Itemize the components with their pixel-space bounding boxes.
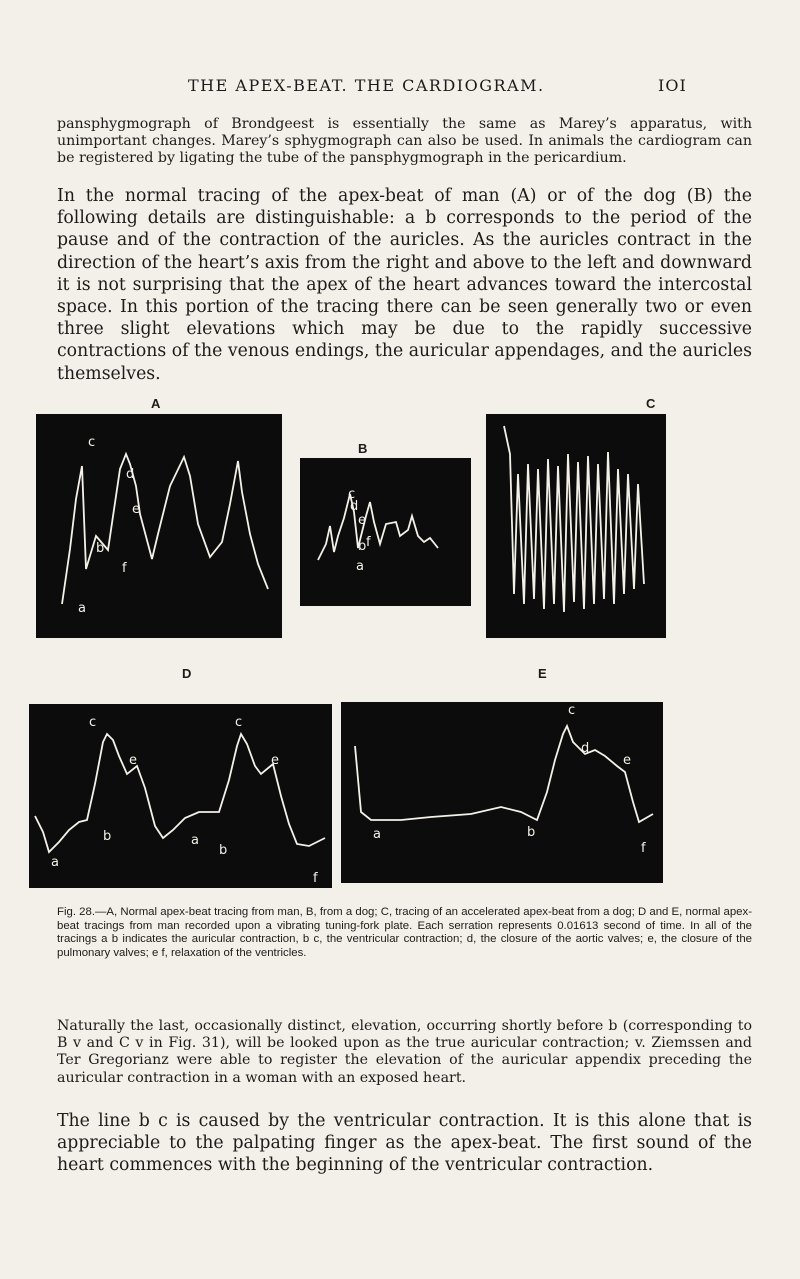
panel-a-mark-e: e [132,502,140,517]
panel-b-mark-c: c [348,487,356,502]
panel-a-svg [36,414,282,638]
panel-e-mark-e: e [623,753,631,768]
panel-b-trace [318,494,438,560]
paragraph-1: pansphygmograph of Brondgeest is essentially the same as Marey’s apparatus, with unimportant changes. Marey’s sphygmograph can also be used. In animals the cardiogram can be registered by ligating the tube of the pansphygmograph in the pericardium. [57,116,752,167]
panel-e-mark-b: b [527,825,536,840]
running-header [0,76,800,100]
panel-d-mark-a1: a [51,855,59,870]
paragraph-2: In the normal tracing of the apex-beat of man (A) or of the dog (B) the following details are distinguishable: a b corresponds to the period of the pause and of the contraction of the auricles. As the auricles contract in the direction of the heart’s axis from the right and above to the left and downward it is not surprising that the apex of the heart advances toward the intercostal space. In this portion of the tracing there can be seen generally two or even three slight elevations which may be due to the rapidly successive contractions of the venous endings, the auricular appendages, and the auricles themselves. [57,186,752,384]
figure-caption: Fig. 28.—A, Normal apex-beat tracing from man, B, from a dog; C, tracing of an accelerated apex-beat from a dog; D and E, normal apex-beat tracings from man recorded upon a vibrating tuning-fork plate. Each serration represents 0.01613 second of time. In all of the tracings a b indicates the auricular contraction, b c, the ventricular contraction; d, the closure of the aortic valves; e, the closure of the pulmonary valves; e f, relaxation of the ventricles. [57,906,752,960]
panel-d-mark-c1: c [89,715,97,730]
panel-e-mark-f: f [641,841,646,856]
panel-e-tracing [341,702,663,883]
panel-label-e: E [538,666,547,681]
panel-d-mark-c2: c [235,715,243,730]
paragraph-4: The line b c is caused by the ventricular contraction. It is this alone that is appreciable to the palpating finger as the apex-beat. The first sound of the heart commences with the beginning of the ventricular contraction. [57,1111,752,1176]
panel-a-mark-a: a [78,601,86,616]
panel-b-mark-a: a [356,559,364,574]
panel-e-mark-d: d [581,741,590,756]
panel-e-mark-c: c [568,703,576,718]
paragraph-4-block [57,1110,752,1177]
panel-a-mark-b: b [96,541,105,556]
panel-d-tracing [29,704,332,888]
paragraph-2-block [57,185,752,385]
panel-c-svg [486,414,666,638]
panel-c-tracing [486,414,666,638]
panel-d-trace [35,734,325,852]
panel-d-svg [29,704,332,888]
paragraph-3-block [57,1018,752,1087]
panel-label-d: D [182,666,192,681]
panel-label-a: A [151,396,161,411]
panel-b-tracing [300,458,471,606]
panel-a-tracing [36,414,282,638]
panel-a-mark-d: d [126,467,135,482]
panel-a-mark-c: c [88,435,96,450]
figure-caption-block [57,906,752,961]
panel-b-svg [300,458,471,606]
panel-d-mark-e2: e [271,753,279,768]
panel-c-trace [504,426,644,612]
panel-d-mark-b2: b [219,843,228,858]
panel-d-mark-f: f [313,871,318,886]
page-number: IOI [658,76,687,95]
panel-a-mark-f: f [122,561,127,576]
panel-e-trace [355,726,653,822]
panel-d-mark-b1: b [103,829,112,844]
panel-b-mark-e: e [358,513,366,528]
panel-b-mark-f: f [366,535,371,550]
panel-label-c: C [646,396,656,411]
panel-b-mark-b: b [358,539,367,554]
panel-d-mark-a2: a [191,833,199,848]
panel-label-b: B [358,441,368,456]
panel-a-trace [62,454,268,604]
panel-e-svg [341,702,663,883]
panel-e-mark-a: a [373,827,381,842]
panel-d-mark-e1: e [129,753,137,768]
running-title: THE APEX-BEAT. THE CARDIOGRAM. [188,76,545,95]
paragraph-3: Naturally the last, occasionally distinct, elevation, occurring shortly before b (corresponding to B v and C v in Fig. 31), will be looked upon as the true auricular contraction; v. Ziemssen and Ter Gregorianz were able to register the elevation of the auricular appendix preceding the auricular contraction in a woman with an exposed heart. [57,1018,752,1086]
paragraph-1-block [57,116,752,168]
panel-b-mark-d: d [350,499,359,514]
